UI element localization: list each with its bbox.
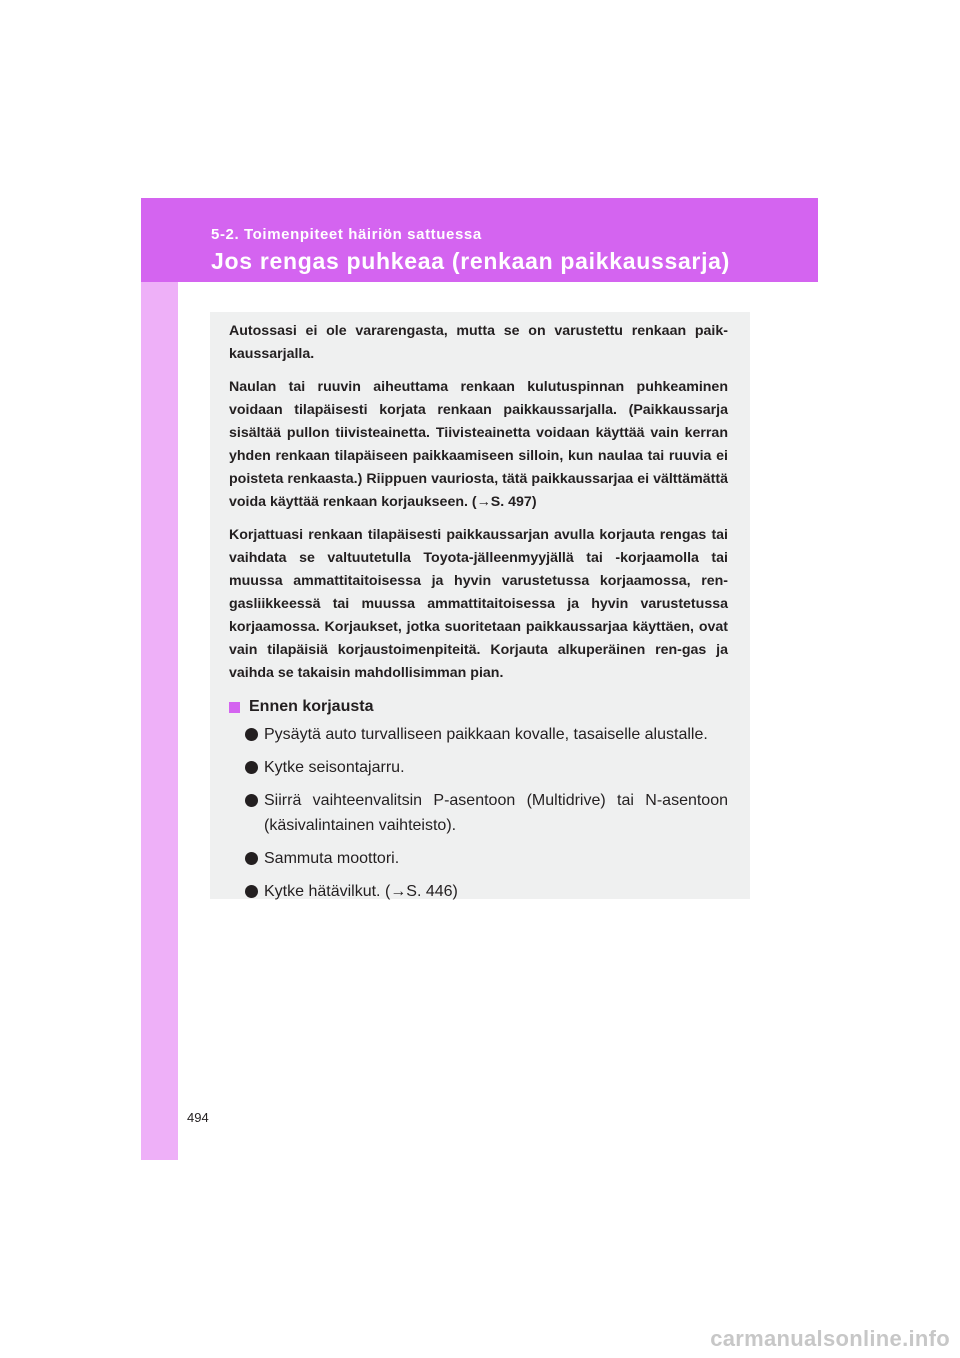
page-title: Jos rengas puhkeaa (renkaan paikkaussarja)	[211, 248, 731, 274]
square-bullet-icon	[229, 702, 240, 713]
list-item	[229, 755, 728, 780]
circle-bullet-icon	[245, 761, 258, 774]
intro-paragraph: Autossasi ei ole vararengasta, mutta se on varustettu renkaan paik-kaussarjalla.	[229, 323, 728, 362]
side-strip	[141, 198, 178, 1160]
list-item	[229, 722, 728, 747]
list-item-text: Pysäytä auto turvalliseen paikkaan kovalle, tasaiselle alustalle.	[264, 726, 708, 743]
watermark[interactable]: carmanualsonline.info	[710, 1326, 950, 1351]
circle-bullet-icon	[245, 728, 258, 741]
section-label: 5-2. Toimenpiteet häiriön sattuessa	[211, 226, 482, 243]
list-item-text: Kytke hätävilkut. (→S. 446)	[264, 883, 458, 900]
intro-text	[229, 320, 728, 685]
content-box	[210, 312, 750, 899]
intro-paragraph: Naulan tai ruuvin aiheuttama renkaan kulutuspinnan puhkeaminen voidaan tilapäisesti korjata renkaan paikkaussarjalla. (Paikkaussarja sisältää pullon tiivisteainetta. Tiivisteainetta voidaan käyttää vain kerran yhden renkaan tilapäiseen paikkaamiseen silloin, kun naulaa tai ruuvia ei poisteta renkaasta.) Riippuen vauriosta, tätä paikkaussarjaa ei välttämättä voida käyttää renkaan korjaukseen. (→S. 497)	[229, 379, 728, 510]
circle-bullet-icon	[245, 885, 258, 898]
subsection-title: Ennen korjausta	[249, 698, 374, 715]
list-item-text: Sammuta moottori.	[264, 850, 400, 867]
list-item	[229, 846, 728, 871]
page-number: 494	[187, 1110, 209, 1125]
list-item-text: Kytke seisontajarru.	[264, 759, 405, 776]
list-item-text: Siirrä vaihteenvalitsin P-asentoon (Multidrive) tai N-asentoon (käsivalintainen vaihteisto).	[264, 792, 728, 834]
circle-bullet-icon	[245, 852, 258, 865]
circle-bullet-icon	[245, 794, 258, 807]
list-item	[229, 788, 728, 838]
intro-paragraph: Korjattuasi renkaan tilapäisesti paikkaussarjan avulla korjauta rengas tai vaihdata se valtuutetulla Toyota-jälleenmyyjällä tai -korjaamolla tai muussa ammattitaitoisessa ja hyvin varustetussa korjaamossa, ren-gasliikkeessä tai muussa ammattitaitoisessa ja hyvin varustetussa korjaamossa. Korjaukset, jotka suoritetaan paikkaussarjaa käyttäen, ovat vain tilapäisiä korjaustoimenpiteitä. Korjauta alkuperäinen ren-gas ja vaihda se takaisin mahdollisimman pian.	[229, 527, 728, 681]
list-item	[229, 879, 728, 904]
bullet-list	[229, 722, 728, 904]
subsection-heading	[229, 696, 728, 718]
